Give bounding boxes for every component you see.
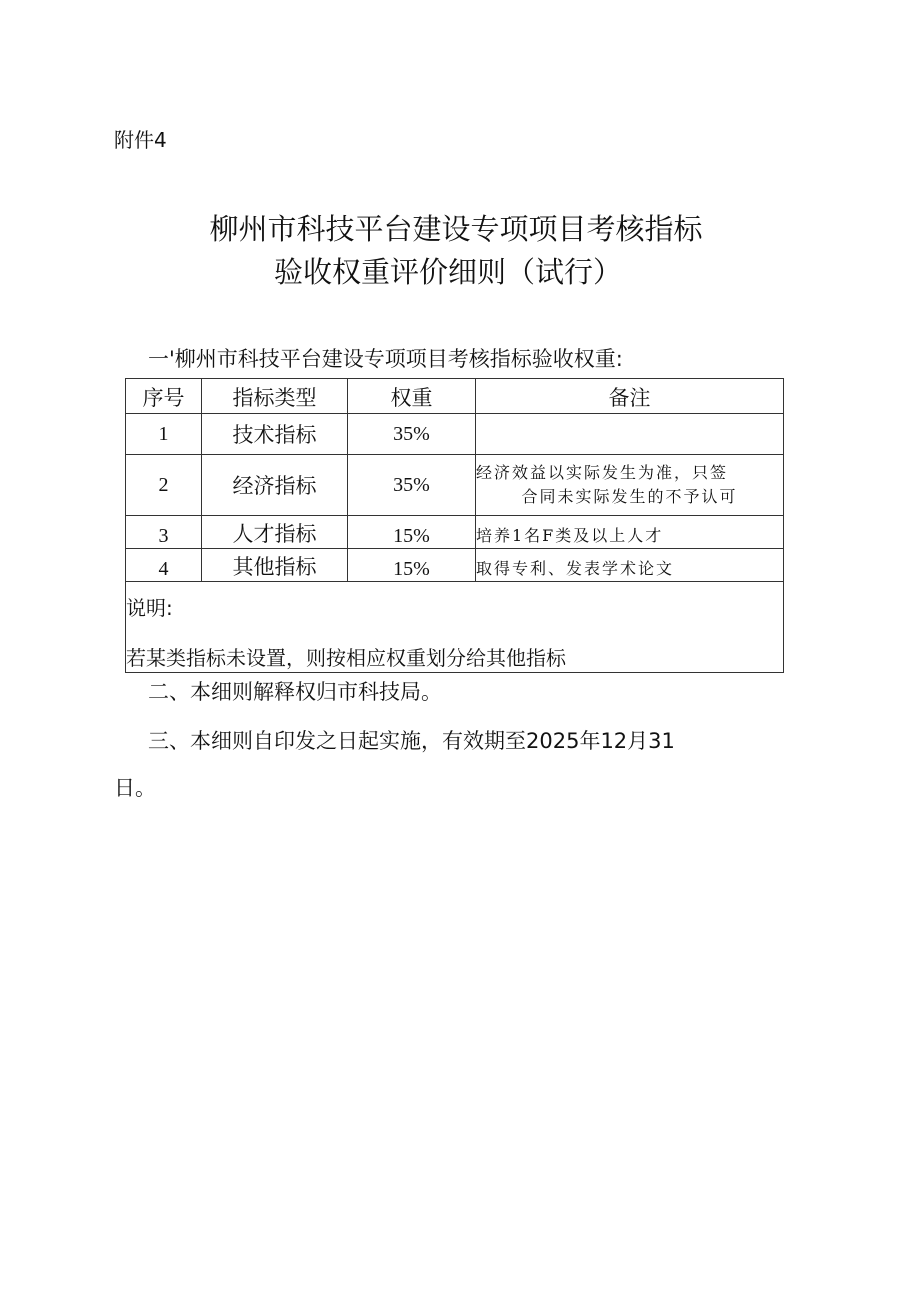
row-type: 经济指标 <box>202 455 348 516</box>
row-seq: 2 <box>126 455 202 516</box>
table-row <box>126 549 784 582</box>
row-note: 取得专利、发表学术论文 <box>476 549 784 582</box>
row-weight: 35% <box>348 455 476 516</box>
row-weight: 35% <box>348 414 476 455</box>
row-note <box>476 455 784 516</box>
attachment-label: 附件4 <box>114 128 167 152</box>
header-seq: 序号 <box>126 379 202 414</box>
row-seq: 1 <box>126 414 202 455</box>
section-1-heading: 一'柳州市科技平台建设专项项目考核指标验收权重: <box>148 347 623 371</box>
explanation-body: 若某类指标未设置，则按相应权重划分给其他指标 <box>126 646 566 670</box>
explanation-title: 说明: <box>126 596 173 620</box>
row-note: 培养1名F类及以上人才 <box>476 516 784 549</box>
section-2-paragraph: 二、本细则解释权归市科技局。 <box>148 680 442 704</box>
row-note <box>476 414 784 455</box>
row-type: 技术指标 <box>202 414 348 455</box>
header-weight: 权重 <box>348 379 476 414</box>
row-type: 其他指标 <box>202 549 348 582</box>
header-type: 指标类型 <box>202 379 348 414</box>
table-row <box>126 414 784 455</box>
table-row <box>126 516 784 549</box>
row-seq: 3 <box>126 516 202 549</box>
row-seq: 4 <box>126 549 202 582</box>
row-note-line-2: 合同未实际发生的不予认可 <box>521 487 738 506</box>
table-header-row <box>126 379 784 414</box>
row-note-line-1: 经济效益以实际发生为准，只签 <box>476 463 729 482</box>
document-title-line-2: 验收权重评价细则（试行） <box>273 255 622 289</box>
table-row <box>126 455 784 516</box>
header-note: 备注 <box>476 379 784 414</box>
section-3-paragraph: 三、本细则自印发之日起实施，有效期至2025年12月31 <box>148 729 675 753</box>
row-weight: 15% <box>348 516 476 549</box>
explanation-cell <box>126 582 784 673</box>
section-3-continuation: 日。 <box>114 776 156 800</box>
weights-table <box>125 378 784 673</box>
row-type: 人才指标 <box>202 516 348 549</box>
row-weight: 15% <box>348 549 476 582</box>
document-title-line-1: 柳州市科技平台建设专项项目考核指标 <box>209 212 703 246</box>
table-explanation-row <box>126 582 784 673</box>
